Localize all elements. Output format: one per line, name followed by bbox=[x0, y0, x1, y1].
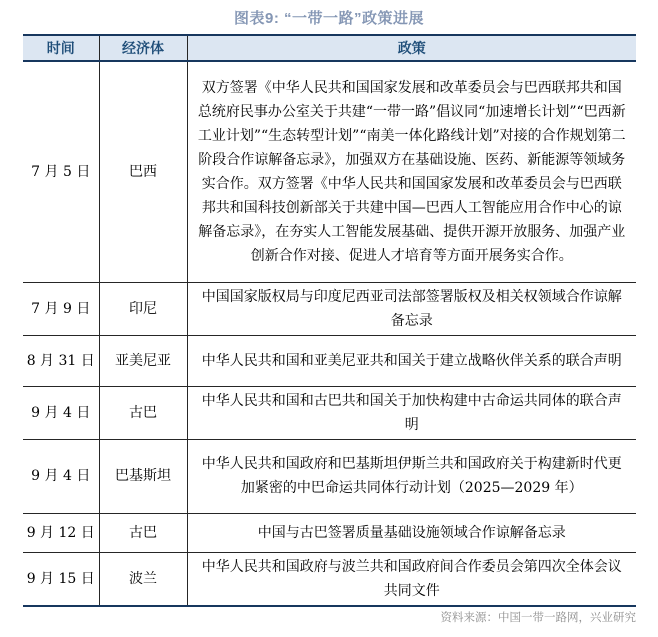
table-row bbox=[23, 513, 636, 552]
date-cell: 9 月 15 日 bbox=[23, 552, 99, 606]
header-row bbox=[23, 35, 636, 61]
table-row bbox=[23, 386, 636, 439]
economy-cell: 巴基斯坦 bbox=[99, 439, 187, 513]
economy-cell: 波兰 bbox=[99, 552, 187, 606]
date-cell: 8 月 31 日 bbox=[23, 335, 99, 386]
table-row bbox=[23, 61, 636, 282]
policy-cell: 中国国家版权局与印度尼西亚司法部签署版权及相关权领域合作谅解备忘录 bbox=[187, 282, 636, 335]
economy-cell: 亚美尼亚 bbox=[99, 335, 187, 386]
table-row bbox=[23, 552, 636, 606]
economy-cell: 巴西 bbox=[99, 61, 187, 282]
date-cell: 9 月 12 日 bbox=[23, 513, 99, 552]
economy-cell: 印尼 bbox=[99, 282, 187, 335]
economy-cell: 古巴 bbox=[99, 513, 187, 552]
policy-progress-table bbox=[23, 34, 636, 607]
table-body bbox=[23, 61, 636, 606]
date-cell: 9 月 4 日 bbox=[23, 439, 99, 513]
table-row bbox=[23, 282, 636, 335]
policy-cell: 中国与古巴签署质量基础设施领域合作谅解备忘录 bbox=[187, 513, 636, 552]
policy-cell: 中华人民共和国和亚美尼亚共和国关于建立战略伙伴关系的联合声明 bbox=[187, 335, 636, 386]
column-header-economy: 经济体 bbox=[99, 35, 187, 61]
figure-title: 图表9: “一带一路”政策进展 bbox=[233, 10, 424, 27]
economy-cell: 古巴 bbox=[99, 386, 187, 439]
policy-cell: 中华人民共和国政府和巴基斯坦伊斯兰共和国政府关于构建新时代更加紧密的中巴命运共同体行动计划（2025—2029 年） bbox=[187, 439, 636, 513]
column-header-policy: 政策 bbox=[187, 35, 636, 61]
date-cell: 7 月 9 日 bbox=[23, 282, 99, 335]
policy-cell: 双方签署《中华人民共和国国家发展和改革委员会与巴西联邦共和国总统府民事办公室关于共建“一带一路”倡议同“加速增长计划”“巴西新工业计划”“生态转型计划”“南美一体化路线计划”对接的合作规划第二阶段合作谅解备忘录》，加强双方在基础设施、医药、新能源等领域务实合作。双方签署《中华人民共和国国家发展和改革委员会与巴西联邦共和国科技创新部关于共建中国—巴西人工智能应用合作中心的谅解备忘录》，在夯实人工智能发展基础、提供开源开放服务、加强产业创新合作对接、促进人才培育等方面开展务实合作。 bbox=[197, 79, 626, 264]
table-header bbox=[23, 35, 636, 61]
table-row bbox=[23, 335, 636, 386]
column-header-time: 时间 bbox=[23, 35, 99, 61]
policy-cell: 中华人民共和国政府与波兰共和国政府间合作委员会第四次全体会议共同文件 bbox=[187, 552, 636, 606]
date-cell: 9 月 4 日 bbox=[23, 386, 99, 439]
policy-cell: 中华人民共和国和古巴共和国关于加快构建中古命运共同体的联合声明 bbox=[187, 386, 636, 439]
date-cell: 7 月 5 日 bbox=[23, 61, 99, 282]
table-row bbox=[23, 439, 636, 513]
data-source-note: 资料来源：中国一带一路网，兴业研究 bbox=[440, 612, 636, 624]
